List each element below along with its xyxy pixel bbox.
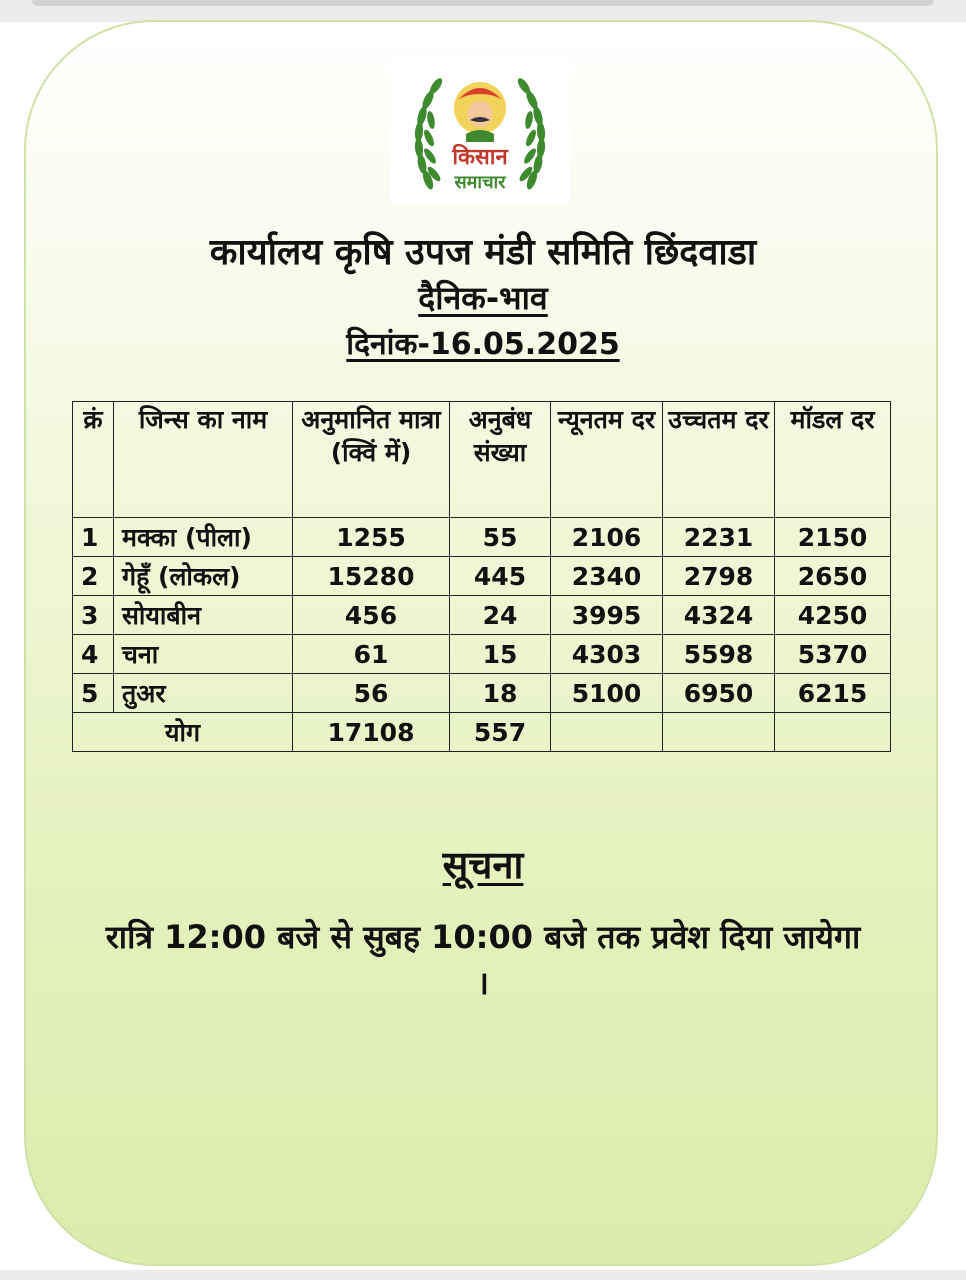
cell-min-rate: 4303 xyxy=(551,635,663,674)
cell-commodity: तुअर xyxy=(114,674,293,713)
table-row xyxy=(73,635,891,674)
header-sno: क्रं xyxy=(73,402,114,518)
total-empty-cell xyxy=(551,713,663,752)
header-model-rate: मॉडल दर xyxy=(775,402,891,518)
cell-commodity: चना xyxy=(114,635,293,674)
cell-contracts: 15 xyxy=(450,635,551,674)
total-empty-cell xyxy=(663,713,775,752)
cell-contracts: 445 xyxy=(450,557,551,596)
cell-sno: 3 xyxy=(73,596,114,635)
table-row xyxy=(73,674,891,713)
office-title: कार्यालय कृषि उपज मंडी समिति छिंदवाडा xyxy=(209,232,757,273)
cell-model-rate: 2650 xyxy=(775,557,891,596)
cell-sno: 4 xyxy=(73,635,114,674)
cell-commodity: मक्का (पीला) xyxy=(114,518,293,557)
header-max-rate: उच्चतम दर xyxy=(663,402,775,518)
cell-contracts: 24 xyxy=(450,596,551,635)
total-empty-cell xyxy=(775,713,891,752)
cell-min-rate: 2340 xyxy=(551,557,663,596)
cell-contracts: 55 xyxy=(450,518,551,557)
table-row xyxy=(73,596,891,635)
table-row xyxy=(73,518,891,557)
cell-min-rate: 3995 xyxy=(551,596,663,635)
logo-text-bottom: समाचार xyxy=(454,172,506,193)
notice-title-text: सूचना xyxy=(442,843,524,887)
header-contracts: अनुबंध संख्या xyxy=(450,402,551,518)
cell-model-rate: 6215 xyxy=(775,674,891,713)
cell-quantity: 61 xyxy=(293,635,450,674)
table-row xyxy=(73,557,891,596)
cell-commodity: सोयाबीन xyxy=(114,596,293,635)
total-contracts: 557 xyxy=(450,713,551,752)
cell-model-rate: 2150 xyxy=(775,518,891,557)
cell-commodity: गेहूँ (लोकल) xyxy=(114,557,293,596)
notice-title xyxy=(0,838,966,890)
header-min-rate: न्यूनतम दर xyxy=(551,402,663,518)
top-bar xyxy=(32,0,934,6)
cell-max-rate: 4324 xyxy=(663,596,775,635)
cell-sno: 1 xyxy=(73,518,114,557)
report-date-text: दिनांक-16.05.2025 xyxy=(346,327,620,362)
total-quantity: 17108 xyxy=(293,713,450,752)
cell-max-rate: 6950 xyxy=(663,674,775,713)
cell-max-rate: 5598 xyxy=(663,635,775,674)
header-quantity: अनुमानित मात्रा (क्विं में) xyxy=(293,402,450,518)
logo-text-top: किसान xyxy=(452,145,508,170)
report-title xyxy=(0,276,966,319)
rates-table xyxy=(72,401,891,752)
cell-sno: 2 xyxy=(73,557,114,596)
cell-model-rate: 5370 xyxy=(775,635,891,674)
cell-max-rate: 2798 xyxy=(663,557,775,596)
cell-quantity: 56 xyxy=(293,674,450,713)
cell-model-rate: 4250 xyxy=(775,596,891,635)
cell-min-rate: 2106 xyxy=(551,518,663,557)
table-total-row xyxy=(73,713,891,752)
notice-text: रात्रि 12:00 बजे से सुबह 10:00 बजे तक प्रवेश दिया जायेगा । xyxy=(105,918,861,1003)
kisan-samachar-logo xyxy=(390,62,570,204)
report-date xyxy=(0,322,966,363)
cell-min-rate: 5100 xyxy=(551,674,663,713)
bottom-strip xyxy=(0,1270,966,1280)
report-title-text: दैनिक-भाव xyxy=(418,279,548,317)
total-label: योग xyxy=(73,713,293,752)
cell-contracts: 18 xyxy=(450,674,551,713)
cell-quantity: 15280 xyxy=(293,557,450,596)
cell-sno: 5 xyxy=(73,674,114,713)
cell-max-rate: 2231 xyxy=(663,518,775,557)
cell-quantity: 1255 xyxy=(293,518,450,557)
table-header-row xyxy=(73,402,891,518)
header-commodity: जिन्स का नाम xyxy=(114,402,293,518)
cell-quantity: 456 xyxy=(293,596,450,635)
